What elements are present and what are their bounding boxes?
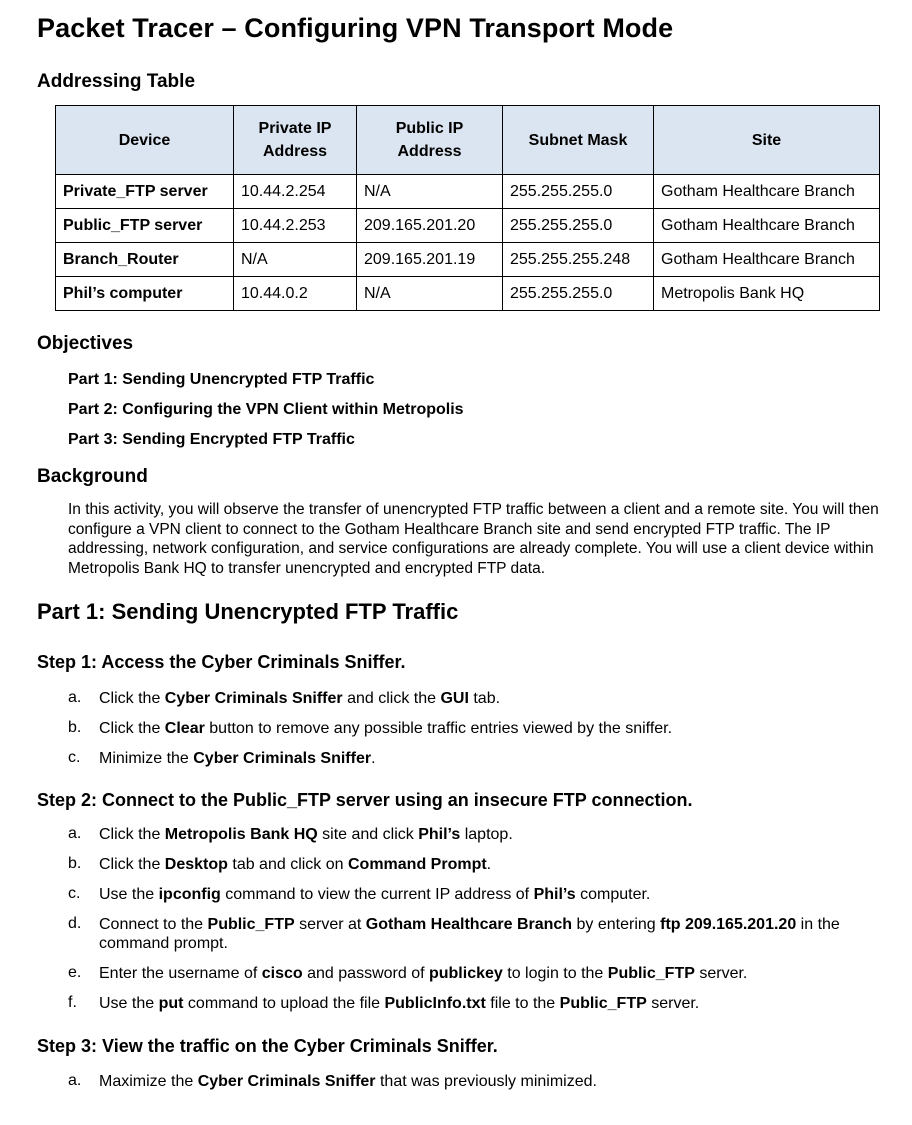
bold-term: Phil’s	[418, 826, 461, 843]
column-header-private-ip: Private IP Address	[234, 106, 357, 175]
bold-term: PublicInfo.txt	[384, 995, 486, 1012]
bold-term: Phil’s	[533, 886, 576, 903]
list-item-marker: c.	[68, 885, 81, 902]
list-item	[68, 994, 894, 1013]
step1-heading: Step 1: Access the Cyber Criminals Sniffer.	[37, 652, 406, 672]
list-item-marker: a.	[68, 825, 82, 842]
list-item-marker: e.	[68, 964, 82, 981]
cell-site: Gotham Healthcare Branch	[654, 243, 880, 277]
list-item	[68, 719, 894, 738]
cell-private-ip: 10.44.2.254	[234, 175, 357, 209]
bold-term: GUI	[440, 690, 469, 707]
bold-term: cisco	[261, 965, 303, 982]
list-item-marker: f.	[68, 994, 77, 1011]
list-item-text: Click the Cyber Criminals Sniffer and click the GUI tab.	[99, 690, 501, 707]
list-item-marker: b.	[68, 855, 82, 872]
bold-term: Public_FTP	[207, 916, 295, 933]
bold-term: publickey	[428, 965, 503, 982]
step3-list	[68, 1072, 894, 1102]
bold-term: ipconfig	[158, 886, 221, 903]
table-row	[56, 175, 880, 209]
bold-term: Metropolis Bank HQ	[164, 826, 318, 843]
table-header-row	[56, 106, 880, 175]
list-item-text: Use the put command to upload the file PublicInfo.txt file to the Public_FTP server.	[99, 995, 700, 1012]
column-header-site: Site	[654, 106, 880, 175]
list-item	[68, 964, 894, 983]
list-item-text: Use the ipconfig command to view the current IP address of Phil’s computer.	[99, 886, 651, 903]
bold-term: Desktop	[164, 856, 228, 873]
list-item-marker: c.	[68, 749, 81, 766]
objectives-heading: Objectives	[37, 333, 134, 354]
cell-site: Gotham Healthcare Branch	[654, 209, 880, 243]
list-item-text: Minimize the Cyber Criminals Sniffer.	[99, 750, 376, 767]
step3-heading: Step 3: View the traffic on the Cyber Criminals Sniffer.	[37, 1036, 498, 1056]
cell-device: Public_FTP server	[56, 209, 234, 243]
cell-private-ip: 10.44.2.253	[234, 209, 357, 243]
list-item-marker: b.	[68, 719, 82, 736]
list-item-text: Click the Metropolis Bank HQ site and click Phil’s laptop.	[99, 826, 513, 843]
bold-term: Cyber Criminals Sniffer	[193, 750, 372, 767]
objective-item: Part 3: Sending Encrypted FTP Traffic	[68, 431, 355, 448]
addressing-table	[55, 105, 880, 311]
table-row	[56, 209, 880, 243]
list-item-text: Maximize the Cyber Criminals Sniffer that was previously minimized.	[99, 1073, 597, 1090]
column-header-public-ip: Public IP Address	[357, 106, 503, 175]
list-item	[68, 1072, 894, 1091]
cell-subnet-mask: 255.255.255.0	[503, 209, 654, 243]
cell-site: Metropolis Bank HQ	[654, 277, 880, 311]
step1-list	[68, 689, 894, 779]
cell-subnet-mask: 255.255.255.0	[503, 277, 654, 311]
bold-term: Public_FTP	[607, 965, 695, 982]
bold-term: put	[158, 995, 184, 1012]
cell-site: Gotham Healthcare Branch	[654, 175, 880, 209]
cell-private-ip: N/A	[234, 243, 357, 277]
cell-device: Phil’s computer	[56, 277, 234, 311]
background-heading: Background	[37, 466, 148, 487]
cell-public-ip: 209.165.201.19	[357, 243, 503, 277]
cell-public-ip: N/A	[357, 277, 503, 311]
background-paragraph: In this activity, you will observe the transfer of unencrypted FTP traffic between a client and a remote site. You will then configure a VPN client to connect to the Gotham Healthcare Branch site and send encrypted FTP traffic. The IP addressing, network configuration, and service configurations are already complete. You will use a client device within Metropolis Bank HQ to transfer unencrypted and encrypted FTP data.	[68, 501, 879, 577]
objective-item: Part 2: Configuring the VPN Client within Metropolis	[68, 401, 464, 418]
cell-subnet-mask: 255.255.255.0	[503, 175, 654, 209]
list-item-marker: a.	[68, 1072, 82, 1089]
page-title: Packet Tracer – Configuring VPN Transport Mode	[37, 13, 674, 43]
objective-item: Part 1: Sending Unencrypted FTP Traffic	[68, 371, 375, 388]
list-item	[68, 689, 894, 708]
list-item-text: Click the Desktop tab and click on Command Prompt.	[99, 856, 492, 873]
list-item-text: Click the Clear button to remove any possible traffic entries viewed by the sniffer.	[99, 720, 673, 737]
table-row	[56, 243, 880, 277]
cell-public-ip: 209.165.201.20	[357, 209, 503, 243]
bold-term: Clear	[164, 720, 205, 737]
list-item	[68, 915, 894, 953]
column-header-device: Device	[56, 106, 234, 175]
table-row	[56, 277, 880, 311]
list-item	[68, 855, 894, 874]
bold-term: Gotham Healthcare Branch	[365, 916, 573, 933]
bold-term: Public_FTP	[559, 995, 647, 1012]
cell-public-ip: N/A	[357, 175, 503, 209]
part1-heading: Part 1: Sending Unencrypted FTP Traffic	[37, 599, 459, 624]
list-item-text: Enter the username of cisco and password of publickey to login to the Public_FTP server.	[99, 965, 748, 982]
list-item	[68, 825, 894, 844]
objectives-list	[68, 365, 464, 455]
cell-device: Private_FTP server	[56, 175, 234, 209]
column-header-subnet-mask: Subnet Mask	[503, 106, 654, 175]
list-item-marker: a.	[68, 689, 82, 706]
list-item	[68, 885, 894, 904]
list-item-marker: d.	[68, 915, 82, 932]
bold-term: Cyber Criminals Sniffer	[197, 1073, 376, 1090]
addressing-table-heading: Addressing Table	[37, 71, 196, 92]
bold-term: Cyber Criminals Sniffer	[164, 690, 343, 707]
list-item	[68, 749, 894, 768]
step2-list	[68, 825, 894, 1024]
list-item-text: Connect to the Public_FTP server at Gotham Healthcare Branch by entering ftp 209.165.201.20 in the command prompt.	[99, 916, 840, 952]
cell-private-ip: 10.44.0.2	[234, 277, 357, 311]
cell-device: Branch_Router	[56, 243, 234, 277]
bold-term: ftp 209.165.201.20	[660, 916, 797, 933]
cell-subnet-mask: 255.255.255.248	[503, 243, 654, 277]
step2-heading: Step 2: Connect to the Public_FTP server using an insecure FTP connection.	[37, 790, 693, 810]
bold-term: Command Prompt	[348, 856, 487, 873]
